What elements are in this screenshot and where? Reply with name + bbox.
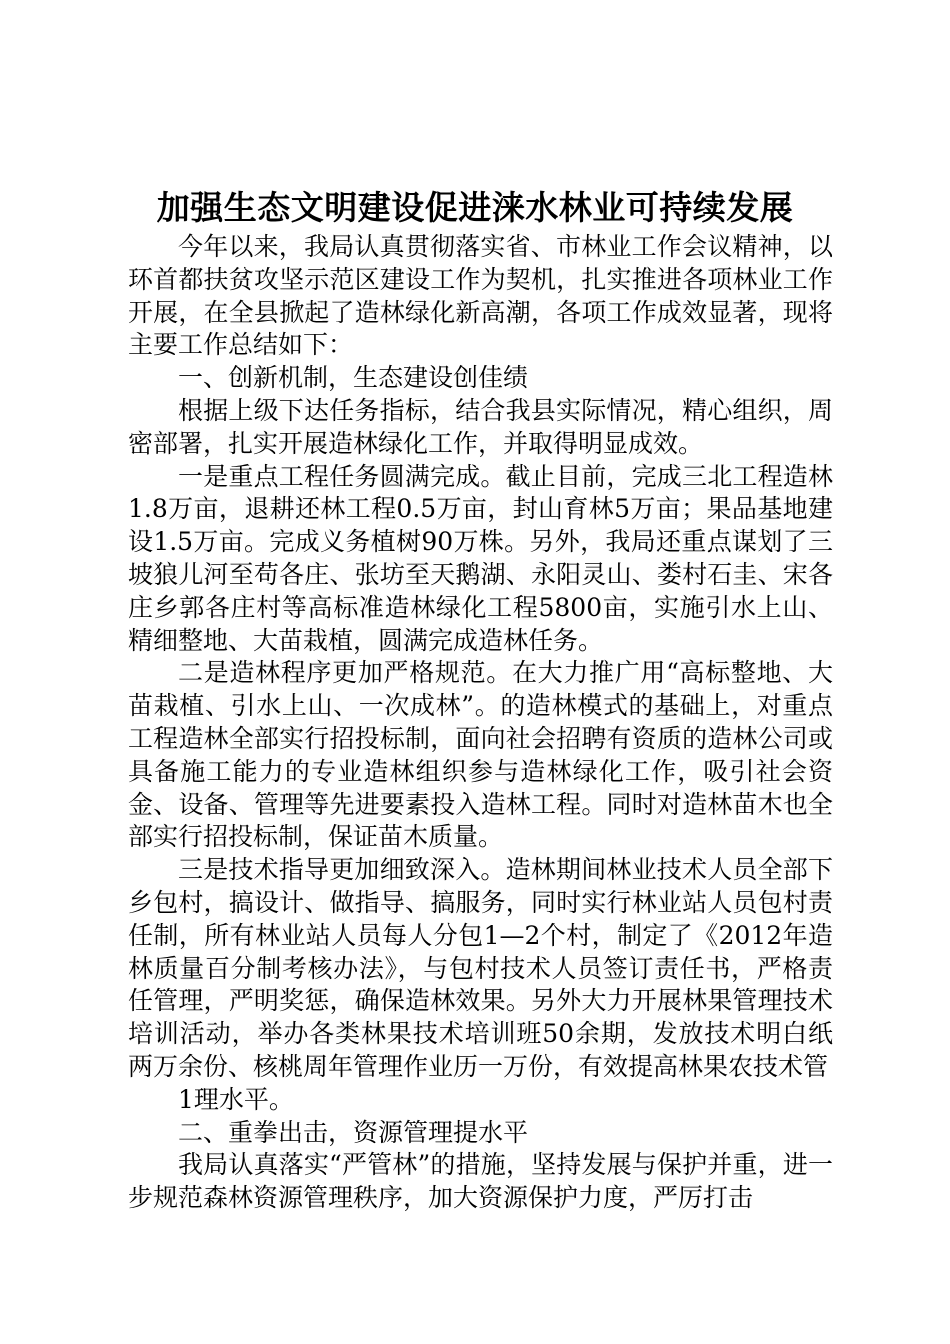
- document-title: 加强生态文明建设促进涞水林业可持续发展: [156, 188, 794, 227]
- document-body: [128, 231, 833, 1215]
- paragraph: 三是技术指导更加细致深入。造林期间林业技术人员全部下乡包村，搞设计、做指导、搞服务，同时实行林业站人员包村责任制，所有林业站人员每人分包1—2个村，制定了《2012年造林质量百分制考核办法》，与包村技术人员签订责任书，严格责任管理，严明奖惩，确保造林效果。另外大力开展林果管理技术培训活动，举办各类林果技术培训班50余期，发放技术明白纸两万余份、核桃周年管理作业历一万份，有效提高林果农技术管: [128, 855, 833, 1081]
- page-break-fragment: 1理水平。: [178, 1084, 294, 1114]
- section-heading-2: 二、重拳出击，资源管理提水平: [178, 1117, 529, 1147]
- paragraph: 一是重点工程任务圆满完成。截止目前，完成三北工程造林1.8万亩，退耕还林工程0.5万亩，封山育林5万亩；果品基地建设1.5万亩。完成义务植树90万株。另外，我局还重点谋划了三坡狼儿河至苟各庄、张坊至天鹅湖、永阳灵山、娄村石圭、宋各庄乡郭各庄村等高标准造林绿化工程5800亩，实施引水上山、精细整地、大苗栽植，圆满完成造林任务。: [128, 461, 833, 655]
- paragraph: 根据上级下达任务指标，结合我县实际情况，精心组织，周密部署，扎实开展造林绿化工作，并取得明显成效。: [128, 395, 833, 458]
- paragraph-intro: 今年以来，我局认真贯彻落实省、市林业工作会议精神，以环首都扶贫攻坚示范区建设工作为契机，扎实推进各项林业工作开展，在全县掀起了造林绿化新高潮，各项工作成效显著，现将主要工作总结如下：: [128, 232, 833, 360]
- paragraph: 我局认真落实“严管林”的措施，坚持发展与保护并重，进一步规范森林资源管理秩序，加大资源保护力度，严厉打击: [128, 1150, 833, 1213]
- paragraph: 二是造林程序更加严格规范。在大力推广用“高标整地、大苗栽植、引水上山、一次成林”。的造林模式的基础上，对重点工程造林全部实行招投标制，面向社会招聘有资质的造林公司或具备施工能力的专业造林组织参与造林绿化工作，吸引社会资金、设备、管理等先进要素投入造林工程。同时对造林苗木也全部实行招投标制，保证苗木质量。: [128, 658, 833, 852]
- section-heading-1: 一、创新机制，生态建设创佳绩: [178, 363, 529, 393]
